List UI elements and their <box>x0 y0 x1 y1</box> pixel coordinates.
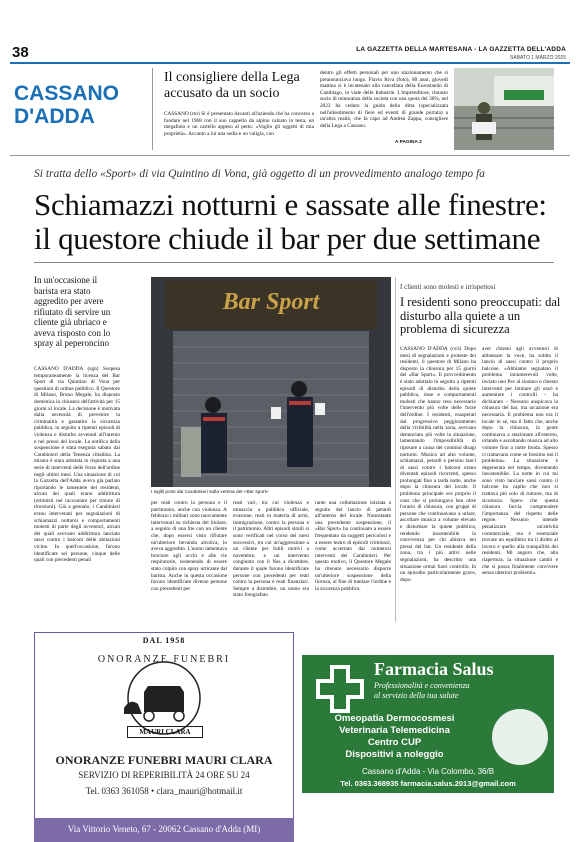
article-body-col1 <box>34 366 120 564</box>
photo-caption: I sigilli posti dai Carabinieri sulla vetrina del «Bar sport» <box>151 490 269 495</box>
funeral-since: DAL 1958 <box>142 636 186 645</box>
article-kicker: Si tratta dello «Sport» di via Quintino di Vona, già oggetto di un provvedimento analogo tempo fa <box>34 168 485 180</box>
pharmacy-service-3: Centro CUP <box>367 737 422 748</box>
top-story-text-col1: CASSANO (rto) Si è presentato davanti all'azienda che ha concorso a fondare nel 1968 con il suo cappello da alpino calzato in testa, un megafono e un cartello appeso al petto: «Voglio gli oggetti di mia proprietà». Accanto a lui una sedia e un valigia, con <box>164 111 314 137</box>
article-body-col4: rante una colluttazione iniziata a seguito del lancio di petardi all'interno del locale. Nonostante una precedente sospensione, il «Bar Sport» ha continuato a essere frequentato da soggetti pericolosi e a essere teatro di episodi criminosi, come accertato dai numerosi interventi dei Carabinieri. Per questo motivo, il Questore Megale ha ritenuto necessario disporre un'ulteriore sospensione della licenza, al fine di tutelare l'ordine e la sicurezza pubblica. <box>315 500 391 592</box>
publication-name: LA GAZZETTA DELLA MARTESANA - LA GAZZETTA DELL'ADDA <box>356 46 566 53</box>
funeral-arc-text: ONORANZE FUNEBRI <box>97 654 231 665</box>
article-body-col3: reati vari, tra cui violenza e minaccia a pubblico ufficiale, evasione, reati in materia di armi, immigrazione, contro la persona e il patrimonio. Altri episodi simili si sono verificati nel corso dei mesi successivi, tra cui un'aggressione a un cliente per futili motivi a novembre, e un intervento congiunto con il Nas a dicembre, durante il quale furono identificate persone con precedenti per reati contro la persona e reati finanziari. Sempre a dicembre, un uomo era stato fotografato <box>233 500 309 599</box>
top-story-text-col2: dentro gli effetti personali per uno stazionamento che si preannunciava lungo. Flavio Riva (foto), 80 anni, giovedì mattina si è incatenato alla cancellata della Eurostando di Cambiago, in viale delle Industrie. L'imprenditore, rimasto socio di minoranza della società con una quota del 30%, nel 2022 ha ceduto la guida della ditta (specializzata nell'allestimento di fiere ed eventi di grande portata) a un'altra realtà, che fa capo ad Andrea Zappa, consigliere della Lega a Cassano. <box>320 70 448 129</box>
headline-rule <box>34 262 554 263</box>
pharmacy-ad <box>302 655 554 793</box>
section-divider <box>152 68 153 150</box>
top-story-photo <box>454 68 554 150</box>
sidebar-kicker: I clienti sono molesti e irrispettosi <box>400 283 496 291</box>
sidebar-col2: aver chiesto agli avventori di abbassare la voce, ha subìto il lancio di sassi contro il proprio balcone. «Abbiamo segnalato il problema innumerevoli volte, inviato uno Pec al sindaco e chiesto interventi per limitare gli orari e aumentare i controlli – ha dichiarato – Nessuno auspicava la chiusura del bar, ma un'azione era necessaria. Il problema non era il locale in sé, ma il fatto che, anche dopo la chiusura, la gente continuava a stazionare all'esterno, urlando e ascoltando musica ad alto volume fino a notte fonda. Spesso ci trattavano come se fossimo noi il problema». La situazione è degenerata nel tempo, diventando insostenibile. La notte in cui mi sono visto lanciare sassi contro il balcone ho capito che non si trattava più solo di rumore, ma di sicurezza. Spero che questa chiusura faccia comprendere l'importanza del rispetto delle regole. Nessuno intende penalizzare un'attività commerciale, ma è essenziale trovare un equilibrio tra il diritto al lavoro e quello alla tranquillità dei residenti. Mi auguro che, alla riapertura, la situazione cambi e che si possa finalmente convivere senza ulteriori problemi». <box>482 346 558 577</box>
section-title <box>14 82 144 128</box>
section-title-line2: D'ADDA <box>14 105 95 128</box>
section-title-line1: CASSANO <box>14 82 120 105</box>
protester-photo-icon <box>454 68 554 150</box>
bar-sign-text: Bar Sport <box>222 289 320 315</box>
funeral-logo-name: MAURI CLARA <box>127 726 203 738</box>
article-headline <box>34 188 559 256</box>
funeral-contact: Tel. 0363 361058 • clara_mauri@hotmail.it <box>85 786 243 796</box>
pharmacy-services <box>302 713 487 761</box>
pharmacy-address: Cassano d'Adda - Via Colombo, 36/B <box>361 767 495 776</box>
pharmacy-tagline2: al servizio della tua salute <box>374 691 459 700</box>
funeral-name: ONORANZE FUNEBRI MAURI CLARA <box>55 753 273 767</box>
sidebar-col1: CASSANO D'ADDA (ce3) Dopo mesi di segnalazioni e proteste dei residenti, il questore di Milano ha disposto la chiusura per 15 giorni del «Bar Sport». Il provvedimento è stato adottato in seguito a ripetuti episodi di disturbo della quiete pubblica, risse e comportamenti molesti che hanno reso necessario l'intervento più volte delle forze dell'ordine. I residenti, esasperati dal progressivo peggioramento della vivibilità nella zona, avevano denunciato più volte la situazione, lamentando l'impossibilità di riposare a causa dei continui disagi notturni. Musica ad alto volume, schiamazzi, petardi e persino lanci di sassi contro i balconi erano diventati episodi ricorrenti, spesso prolungati fino a tarda notte, anche dopo la chiusura del locale. Il problema principale era proprio il caos che si prolungava ben oltre l'orario di chiusura, con gruppi di persone che continuavano a urlare, ascoltare musica a volume elevato e disturbare la quiete pubblica, rendendo insostenibile la convivenza per chi abitava nei pressi del bar. Un residente della zona, tra i più attivi nelle segnalazioni, ha descritto una situazione ormai fuori controllo. In un episodio particolarmente grave, dopo <box>400 346 476 583</box>
header-rule <box>10 62 570 64</box>
funeral-address: Via Vittorio Veneto, 67 - 20062 Cassano d'Adda (MI) <box>67 824 261 834</box>
pharmacy-cross-icon <box>310 661 370 717</box>
pharmacy-service-4: Dispositivi a noleggio <box>345 749 444 760</box>
funeral-ad <box>34 632 294 842</box>
pharmacy-tagline1: Professionalità e convenienza <box>374 681 470 690</box>
pharmacy-service-2: Veterinaria Telemedicina <box>339 725 450 736</box>
pharmacy-name: Farmacia Salus <box>374 659 494 679</box>
sidebar-title: I residenti sono preoccupati: dal disturbo alla quiete a un problema di sicurezza <box>400 295 561 336</box>
funeral-service: SERVIZIO DI REPERIBILITÀ 24 ORE SU 24 <box>78 770 250 780</box>
top-story-title: Il consigliere della Lega accusato da un socio <box>164 70 300 101</box>
issue-date: SABATO 1 MARZO 2025 <box>510 55 566 61</box>
article-intro: In un'occasione il barista era stato aggredito per avere rifiutato di servire un cliente già ubriaco e aveva risposto con lo spray al peperoncino <box>34 275 111 348</box>
page-number: 38 <box>12 44 29 61</box>
bar-photo <box>151 277 391 487</box>
pharmacy-service-1: Omeopatia Dermocosmesi <box>334 713 455 724</box>
top-story-continues: A PAGINA 2 <box>395 140 422 145</box>
pharmacy-photo <box>492 709 548 765</box>
pharmacy-contact: Tel. 0363.368935 farmacia.salus.2013@gmail.com <box>340 779 516 788</box>
sidebar-divider <box>395 277 396 622</box>
headline-line2: il questore chiude il bar per due settimane <box>34 221 541 256</box>
article-body-col2: per reati contro la persona e il patrimonio, anche con violenza. A febbraio i militari sono nuovamente intervenuti su richiesta del titolare, a seguito di una lite con un cliente che, dopo essersi visto rifiutare un'ulteriore bevanda alcolica, lo aveva aggredito. L'uomo lamentava bruciore agli occhi e alle vie respiratorie, sostenendo di essere stato colpito con spray urticante dal barista. Anche in questa occasione furono identificate diverse persone con precedenti per <box>151 500 227 592</box>
top-divider <box>10 155 570 156</box>
article-body-col1-text: CASSANO D'ADDA (sgn) Sospesa temporaneamente la licenza del Bar Sport di via Quintino di Vona per questioni di ordine pubblico. Il Questore di Milano, Bruno Megale, ha disposto domenica la chiusura dell'attività per 15 giorni al locale. La decisione è motivata dalla necessità di prevenire la criminalità e garantire la sicurezza pubblica, in seguito a ripetuti episodi di violenza e disturbo avvenuti all'interno e nei pressi del locale. La notifica della sospensione è stata eseguita sabato dai Carabinieri della Tenenza cittadina. La misura è stata adottata in risposta a una serie di interventi delle forze dell'ordine negli ultimi mesi. Una situazione di cui la Gazzetta dell'Adda aveva già parlato riportando le lamentele dei residenti, alcuni dei quali erano addirittura (ottimisti nel raccontare per timore di ritorsioni). Già a gennaio, i Carabinieri erano intervenuti per segnalazioni di schiamazzi notturni e comportamenti molesti di parte degli avventori, alcuni dei quali avevano addirittura lanciato sassi contro i balconi delle abitazioni vicine. In quell'occasione, furono identificate sei persone, cinque delle quali con precedenti penali <box>34 366 120 564</box>
headline-line1: Schiamazzi notturni e sassate alle finestre: <box>34 187 547 222</box>
